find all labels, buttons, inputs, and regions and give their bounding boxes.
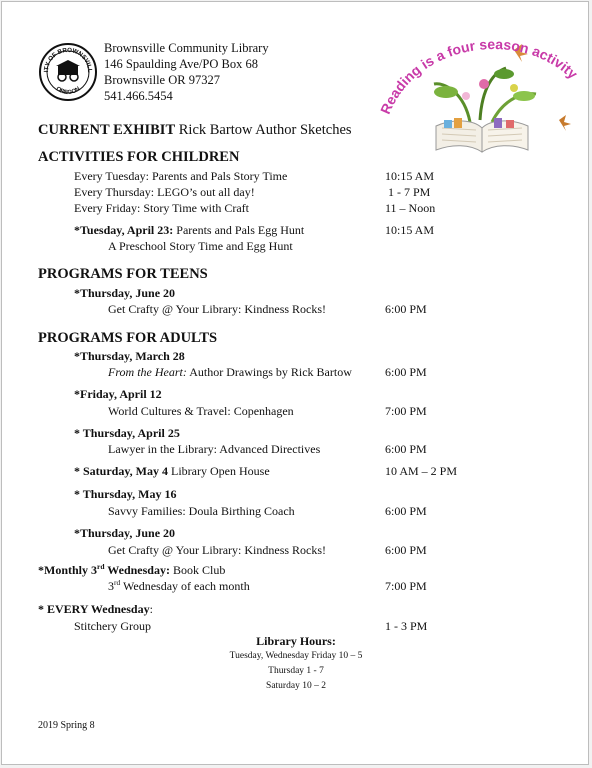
library-address-block: [104, 40, 269, 104]
seal-bottom-text: OREGON: [54, 86, 82, 97]
adult-event-3-title: * Thursday, April 25: [74, 426, 180, 440]
stitchery-title-rest: :: [149, 602, 153, 616]
book-club-title: [38, 563, 170, 577]
adult-event-1-rest: Author Drawings by Rick Bartow: [186, 365, 352, 379]
adult-event-4-text: Library Open House: [168, 464, 270, 478]
stitchery-text: Stitchery Group: [74, 619, 151, 633]
book-club-title-b: Wednesday:: [104, 563, 170, 577]
book-club-time: 7:00 PM: [385, 579, 427, 593]
egg-hunt-title: *Tuesday, April 23:: [74, 223, 174, 237]
stitchery-title: * EVERY Wednesday: [38, 602, 150, 616]
egg-hunt-text: Parents and Pals Egg Hunt: [173, 223, 305, 237]
egg-hunt-time: 10:15 AM: [385, 223, 435, 237]
book-club-sub-b: Wednesday of each month: [120, 579, 250, 593]
teens-heading: PROGRAMS FOR TEENS: [38, 266, 208, 282]
exhibit-label: CURRENT EXHIBIT: [38, 122, 176, 138]
stitchery-event: [38, 602, 153, 617]
adult-event-5-text: Savvy Families: Doula Birthing Coach: [108, 504, 295, 518]
adult-event-3-text: Lawyer in the Library: Advanced Directives: [108, 442, 321, 456]
children-row-1-text: Every Tuesday: Parents and Pals Story Time: [74, 169, 288, 183]
footer-label: 2019 Spring 8: [38, 720, 95, 731]
hours-line-3: Saturday 10 – 2: [266, 681, 326, 691]
adult-event-3-time: 6:00 PM: [385, 442, 427, 456]
children-row-2-time: 1 - 7 PM: [385, 185, 431, 199]
adults-heading: PROGRAMS FOR ADULTS: [38, 330, 218, 346]
library-name: Brownsville Community Library: [104, 41, 269, 55]
svg-text:Reading is a four season activ: [377, 36, 581, 116]
book-club-sub-a: 3: [108, 579, 114, 593]
book-club-title-a: *Monthly 3: [38, 563, 98, 577]
address-line-2: Brownsville OR 97327: [104, 73, 220, 87]
adult-event-6-time: 6:00 PM: [385, 543, 427, 557]
teen-event-time: 6:00 PM: [385, 302, 427, 316]
library-hours-title: Library Hours:: [256, 634, 336, 648]
adult-event-1-italic: From the Heart:: [108, 365, 187, 379]
adult-event-4-time: 10 AM – 2 PM: [385, 464, 458, 478]
egg-hunt-event: [74, 223, 304, 238]
exhibit-title: Rick Bartow Author Sketches: [178, 122, 352, 138]
current-exhibit: [38, 122, 352, 139]
adult-event-2-text: World Cultures & Travel: Copenhagen: [108, 404, 294, 418]
stitchery-time: 1 - 3 PM: [385, 619, 428, 633]
address-line-1: 146 Spaulding Ave/PO Box 68: [104, 57, 258, 71]
reading-banner-art: [374, 32, 586, 156]
adult-event-1-time: 6:00 PM: [385, 365, 427, 379]
hours-line-1: Tuesday, Wednesday Friday 10 – 5: [229, 651, 363, 661]
adult-event-5-time: 6:00 PM: [385, 504, 427, 518]
book-club-title-sup: rd: [97, 562, 105, 571]
book-club-event: [38, 563, 225, 578]
book-club-subtext: [108, 579, 250, 594]
egg-hunt-subtext: A Preschool Story Time and Egg Hunt: [108, 239, 293, 253]
flyer-page: [1, 1, 589, 765]
city-seal-logo: [38, 42, 98, 102]
children-row-3-text: Every Friday: Story Time with Craft: [74, 201, 249, 215]
adult-event-4: [74, 464, 270, 479]
reading-banner-text: Reading is a four season activity: [376, 35, 581, 117]
book-club-name: Book Club: [169, 563, 226, 577]
adult-event-6-text: Get Crafty @ Your Library: Kindness Rocks!: [108, 543, 327, 557]
adult-event-2-title: *Friday, April 12: [74, 387, 162, 401]
seal-top-text: ITY OF BROWNSVILL: [42, 46, 94, 73]
adult-event-2-time: 7:00 PM: [385, 404, 427, 418]
children-heading: ACTIVITIES FOR CHILDREN: [38, 149, 240, 165]
children-row-1-time: 10:15 AM: [385, 169, 435, 183]
adult-event-1-title: *Thursday, March 28: [74, 349, 185, 363]
teen-event-text: Get Crafty @ Your Library: Kindness Rocks!: [108, 302, 327, 316]
adult-event-5-title: * Thursday, May 16: [74, 487, 177, 501]
teen-event-title: *Thursday, June 20: [74, 286, 176, 300]
children-row-2-text: Every Thursday: LEGO’s out all day!: [74, 185, 255, 199]
phone-number: 541.466.5454: [104, 89, 173, 103]
adult-event-6-title: *Thursday, June 20: [74, 526, 176, 540]
hours-line-2: Thursday 1 - 7: [268, 666, 324, 676]
adult-event-1-text: [108, 365, 352, 380]
book-club-sub-sup: rd: [114, 578, 121, 587]
adult-event-4-title: * Saturday, May 4: [74, 464, 169, 478]
children-row-3-time: 11 – Noon: [385, 201, 436, 215]
